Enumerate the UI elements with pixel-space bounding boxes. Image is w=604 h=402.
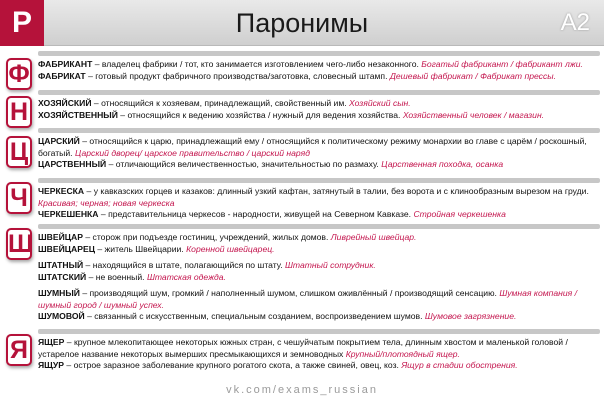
- entry-example: Царский дворец/ царское правительство / царский наряд: [74, 147, 310, 158]
- entry-definition: – готовый продукт фабричного производства/заготовка, словесный штамп.: [85, 70, 390, 81]
- section-ch: [38, 178, 600, 221]
- entry-definition: – находящийся в штате, полагающийся по штату.: [83, 260, 285, 270]
- section-f: [38, 51, 600, 82]
- entry-row: [38, 232, 600, 244]
- entry-term: ЯЩУР: [38, 360, 65, 370]
- entry-example: Стройная черкешенка: [413, 209, 506, 219]
- entry-row: [38, 98, 600, 110]
- entry-definition: – связанный с искусственным, специальным созданием, воспроизведением шумов.: [84, 311, 425, 321]
- entry-definition: – крупное млекопитающее некоторых южных стран, с чешуйчатым покрытием тела, длинным хвостом и маленькой головой / устарелое название некоторых вымерших пресмыкающихся и земноводных: [38, 337, 568, 359]
- entry-row: [38, 159, 600, 171]
- entry-example: Шумная компания / шумный город / шумный успех.: [38, 288, 578, 310]
- entry-definition: – сторож при подъезде гостиниц, учреждений, жилых домов.: [82, 232, 331, 242]
- logo-badge: Р: [0, 0, 44, 46]
- entry-example: Дешевый фабрикат / Фабрикат прессы.: [389, 70, 556, 81]
- entry-definition: – отличающийся величественностью, значительностью по размаху.: [106, 159, 382, 169]
- entry-definition: – производящий шум, громкий / наполненный шумом, слишком оживлённый / производящий сенсацию.: [79, 288, 500, 298]
- entry-row: [38, 209, 600, 221]
- letter-tile-f: Ф: [6, 58, 32, 90]
- section-ya: [38, 329, 600, 372]
- entry-definition: – острое заразное заболевание крупного рогатого скота, а также свиней, овец, коз.: [64, 360, 402, 370]
- entry-row: [38, 311, 600, 323]
- entry-row: [38, 244, 600, 256]
- entry-definition: – не военный.: [86, 271, 147, 282]
- section-divider: [38, 90, 600, 95]
- section-divider: [38, 224, 600, 229]
- level-badge: А2: [560, 9, 590, 36]
- entry-example: Шумовое загрязнение.: [424, 311, 517, 321]
- entry-term: ШТАТНЫЙ: [38, 260, 84, 270]
- entry-term: ШВЕЙЦАРЕЦ: [38, 243, 95, 254]
- entry-definition: – представительница черкесов - народности, живущей на Северном Кавказе.: [98, 209, 414, 219]
- entry-example: Ливрейный швейцар.: [330, 232, 417, 242]
- letter-tile-ya: Я: [6, 334, 32, 366]
- section-divider: [38, 329, 600, 334]
- entry-term: ЧЕРКЕШЕНКА: [38, 209, 99, 219]
- entry-example: Хозяйский сын.: [349, 98, 411, 108]
- entry-example: Штатская одежда.: [146, 271, 226, 282]
- entry-row: [38, 59, 600, 71]
- entry-term: ШТАТСКИЙ: [38, 271, 87, 282]
- entry-example: Богатый фабрикант / фабрикант лжи.: [421, 59, 583, 69]
- entry-example: Красивая; черная; новая черкеска: [38, 197, 175, 208]
- entry-row: [38, 110, 600, 122]
- entry-term: ХОЗЯЙСКИЙ: [38, 98, 92, 108]
- entry-row: [38, 360, 600, 372]
- entry-row: [38, 288, 600, 311]
- letter-tile-ts: Ц: [6, 136, 32, 168]
- entry-row: [38, 260, 600, 272]
- entry-example: Штатный сотрудник.: [285, 260, 376, 270]
- entry-term: ФАБРИКАТ: [38, 70, 86, 81]
- section-divider: [38, 178, 600, 183]
- entry-definition: – у кавказских горцев и казаков: длинный узкий кафтан, затянутый в талии, без ворота и с клинообразным вырезом на груди.: [84, 186, 589, 196]
- header: [0, 0, 604, 46]
- entry-definition: – относящийся к хозяевам, принадлежащий, свойственный им.: [91, 98, 350, 108]
- entry-example: Крупный/плотоядный ящер.: [345, 348, 460, 359]
- entry-term: ШВЕЙЦАР: [38, 232, 83, 242]
- entry-example: Ящур в стадии обострения.: [401, 360, 518, 370]
- entry-definition: – владелец фабрики / тот, кто занимается изготовлением чего-либо незаконного.: [92, 59, 422, 69]
- entry-row: [38, 136, 600, 159]
- entry-term: ЯЩЕР: [38, 337, 65, 347]
- entry-row: [38, 71, 600, 83]
- section-ts: [38, 128, 600, 171]
- entry-row: [38, 337, 600, 360]
- entry-term: ЦАРСТВЕННЫЙ: [38, 159, 107, 169]
- footer-link[interactable]: vk.com/exams_russian: [226, 384, 378, 396]
- entry-term: ФАБРИКАНТ: [38, 59, 93, 69]
- section-divider: [38, 51, 600, 56]
- entry-example: Хозяйственный человек / магазин.: [402, 109, 545, 120]
- section-divider: [38, 128, 600, 133]
- entry-term: ЧЕРКЕСКА: [38, 186, 85, 196]
- entry-definition: – относящийся к ведению хозяйства / нужный для ведения хозяйства.: [117, 109, 403, 120]
- entry-definition: – относящийся к царю, принадлежащий ему / относящийся к политическому режиму монархии во главе с царём / роскошный, богатый.: [38, 136, 587, 158]
- page-title: Паронимы: [235, 8, 369, 38]
- entry-term: ХОЗЯЙСТВЕННЫЙ: [38, 109, 118, 120]
- entry-term: ШУМОВОЙ: [38, 311, 85, 321]
- entry-example: Царственная походка, осанка: [381, 159, 504, 169]
- letter-tile-n: Н: [6, 96, 32, 128]
- letter-tile-sh: Ш: [8, 230, 34, 258]
- section-n: [38, 90, 600, 121]
- entry-term: ШУМНЫЙ: [38, 288, 80, 298]
- entry-definition: – житель Швейцарии.: [94, 243, 187, 254]
- entry-example: Коренной швейцарец.: [186, 243, 275, 254]
- entry-row: [38, 186, 600, 209]
- entry-row: [38, 272, 600, 284]
- section-sh: [38, 224, 600, 323]
- entry-term: ЦАРСКИЙ: [38, 136, 80, 146]
- letter-tile-ch: Ч: [6, 182, 32, 214]
